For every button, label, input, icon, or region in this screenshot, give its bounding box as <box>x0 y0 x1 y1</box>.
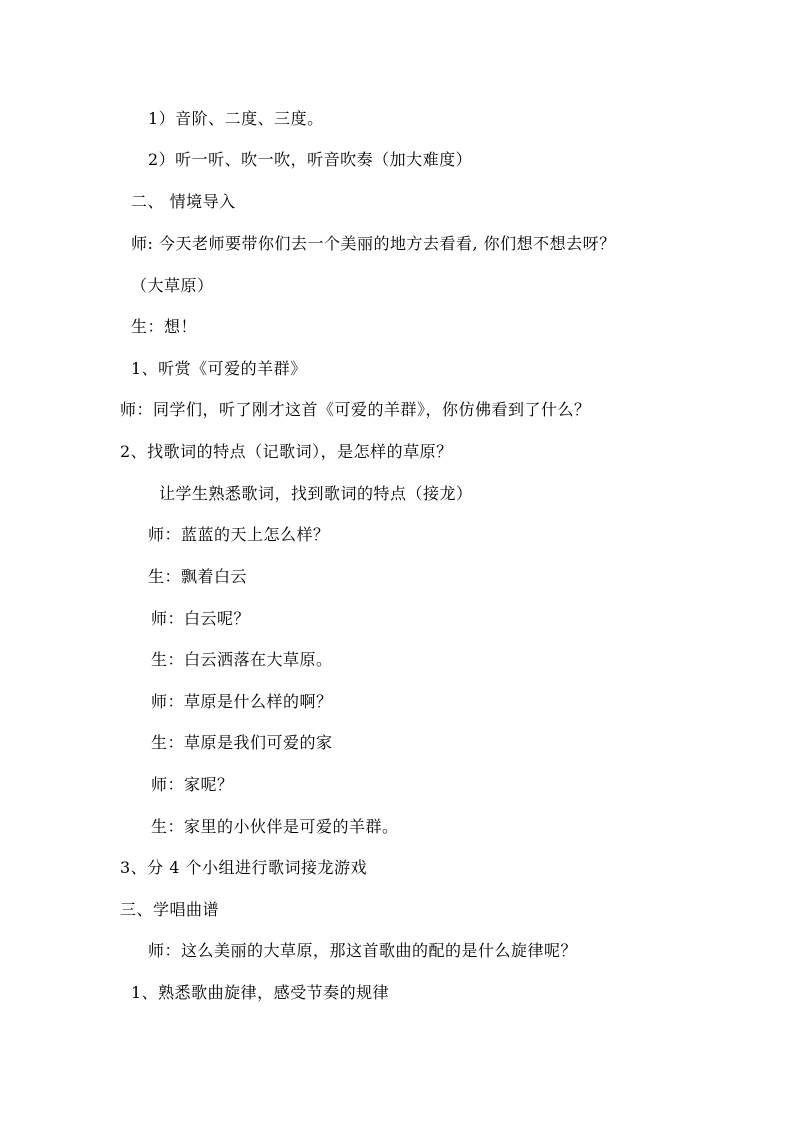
section-heading: 二、 情境导入 <box>131 192 236 211</box>
text-line: 师: 今天老师要带你们去一个美丽的地方去看看, 你们想不想去呀？ <box>131 234 616 253</box>
text-line: （大草原） <box>131 276 214 295</box>
dialogue-line: 生：飘着白云 <box>148 567 248 586</box>
text-line: 1、熟悉歌曲旋律，感受节奏的规律 <box>131 983 390 1002</box>
text-line: 1）音阶、二度、三度。 <box>148 109 324 128</box>
text-line: 生：想！ <box>131 317 198 336</box>
text-line: 2）听一听、吹一吹，听音吹奏（加大难度） <box>148 150 473 169</box>
dialogue-line: 师：草原是什么样的啊？ <box>151 692 333 711</box>
text-line: 师：同学们，听了刚才这首《可爱的羊群》，你仿佛看到了什么？ <box>120 400 591 419</box>
dialogue-line: 师：蓝蓝的天上怎么样？ <box>148 525 330 544</box>
text-line: 师：这么美丽的大草原，那这首歌曲的配的是什么旋律呢？ <box>148 941 578 960</box>
text-line: 让学生熟悉歌词，找到歌词的特点（接龙） <box>159 484 473 503</box>
section-heading: 三、学唱曲谱 <box>120 900 220 919</box>
text-line: 3、分 4 个小组进行歌词接龙游戏 <box>120 858 368 877</box>
text-line: 1、听赏《可爱的羊群》 <box>131 359 307 378</box>
dialogue-line: 师：家呢？ <box>151 775 234 794</box>
dialogue-line: 生：家里的小伙伴是可爱的羊群。 <box>151 817 399 836</box>
text-line: 2、找歌词的特点（记歌词），是怎样的草原？ <box>120 442 453 461</box>
dialogue-line: 师：白云呢？ <box>151 609 251 628</box>
dialogue-line: 生：草原是我们可爱的家 <box>151 733 333 752</box>
dialogue-line: 生：白云洒落在大草原。 <box>151 650 333 669</box>
